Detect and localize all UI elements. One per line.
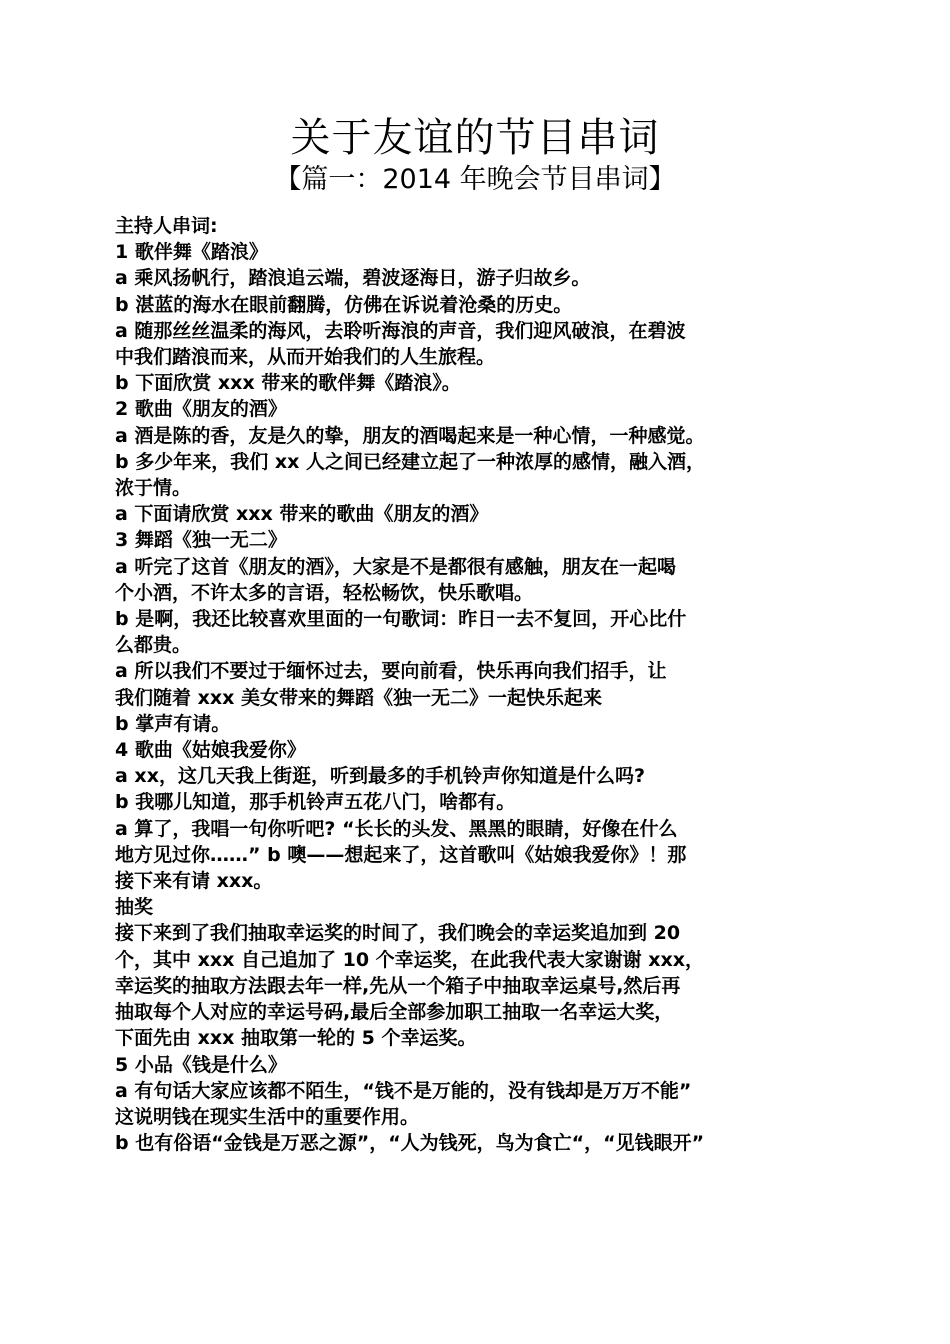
text-line: a 听完了这首《朋友的酒》，大家是不是都很有感触，朋友在一起喝 (115, 555, 676, 578)
text-line: a 酒是陈的香，友是久的挚，朋友的酒喝起来是一种心情，一种感觉。 (115, 424, 705, 447)
text-line: a 乘风扬帆行，踏浪追云端，碧波逐海日，游子归故乡。 (115, 267, 591, 290)
text-line: 浓于情。 (115, 477, 192, 500)
text-line: a 下面请欣赏 xxx 带来的歌曲《朋友的酒》 (115, 503, 489, 526)
text-line: 地方见过你……” b 噢——想起来了，这首歌叫《姑娘我爱你》！那 (115, 843, 687, 866)
text-line: 个小酒，不许太多的言语，轻松畅饮，快乐歌唱。 (115, 581, 534, 604)
text-line: b 掌声有请。 (115, 712, 231, 735)
document-subtitle: 【篇一：2014 年晚会节目串词】 (274, 164, 676, 195)
text-line: 抽奖 (115, 896, 154, 919)
text-line: 我们随着 xxx 美女带来的舞蹈《独一无二》一起快乐起来 (115, 686, 602, 709)
text-line: 抽取每个人对应的幸运号码,最后全部参加职工抽取一名幸运大奖， (115, 1001, 674, 1024)
text-line: a xx，这几天我上街逛，听到最多的手机铃声你知道是什么吗? (115, 765, 645, 788)
text-line: 5 小品《钱是什么》 (115, 1053, 287, 1076)
text-line: b 湛蓝的海水在眼前翻腾，仿佛在诉说着沧桑的历史。 (115, 293, 573, 316)
text-line: a 随那丝丝温柔的海风，去聆听海浪的声音，我们迎风破浪，在碧波 (115, 319, 686, 342)
text-line: 中我们踏浪而来，从而开始我们的人生旅程。 (115, 346, 496, 369)
document-body (115, 213, 850, 1156)
text-line: a 算了，我唱一句你听吧? “长长的头发、黑黑的眼睛，好像在什么 (115, 817, 678, 840)
text-line: 么都贵。 (115, 634, 192, 657)
text-line: 2 歌曲《朋友的酒》 (115, 398, 287, 421)
text-line: 3 舞蹈《独一无二》 (115, 529, 287, 552)
text-line: b 也有俗语“金钱是万恶之源”，“人为钱死，鸟为食亡“，“见钱眼开” (115, 1132, 705, 1155)
text-line: b 多少年来，我们 xx 人之间已经建立起了一种浓厚的感情，融入酒， (115, 450, 705, 473)
text-line: 幸运奖的抽取方法跟去年一样,先从一个箱子中抽取幸运桌号,然后再 (115, 974, 681, 997)
text-line: a 所以我们不要过于缅怀过去，要向前看，快乐再向我们招手，让 (115, 660, 667, 683)
text-line: 主持人串词: (115, 215, 218, 237)
text-line: a 有句话大家应该都不陌生，“钱不是万能的，没有钱却是万万不能” (115, 1079, 692, 1102)
text-line: 接下来到了我们抽取幸运奖的时间了，我们晚会的幸运奖追加到 20 (115, 922, 681, 945)
text-line: b 下面欣赏 xxx 带来的歌伴舞《踏浪》。 (115, 372, 461, 395)
text-line: 下面先由 xxx 抽取第一轮的 5 个幸运奖。 (115, 1027, 477, 1050)
text-line: b 是啊，我还比较喜欢里面的一句歌词：昨日一去不复回，开心比什 (115, 608, 687, 631)
text-line: 这说明钱在现实生活中的重要作用。 (115, 1105, 420, 1128)
text-line: 4 歌曲《姑娘我爱你》 (115, 739, 306, 762)
document-title: 关于友谊的节目串词 (290, 115, 660, 161)
text-line: 接下来有请 xxx。 (115, 870, 273, 893)
text-line: 个，其中 xxx 自己追加了 10 个幸运奖，在此我代表大家谢谢 xxx， (115, 948, 705, 971)
text-line: b 我哪儿知道，那手机铃声五花八门，啥都有。 (115, 791, 516, 814)
text-line: 1 歌伴舞《踏浪》 (115, 241, 268, 264)
